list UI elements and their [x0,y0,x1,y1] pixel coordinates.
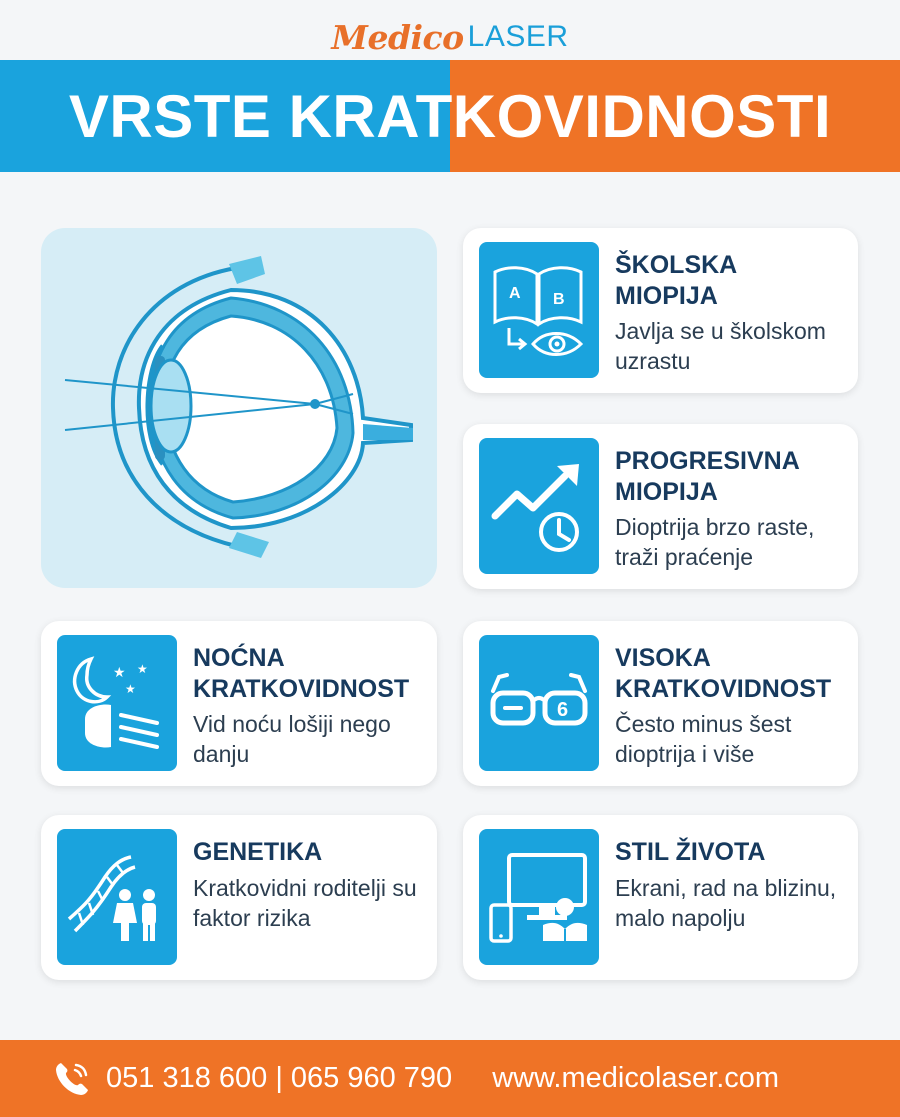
card-night-myopia [41,621,437,786]
card-title: GENETIKA [193,838,323,866]
eye-illustration-panel [41,228,437,588]
brand-logo-sans: LASER [467,20,569,53]
card-description: Ekrani, rad na blizinu, malo napolju [615,875,837,931]
title-banner [0,60,900,172]
card-genetics [41,815,437,980]
card-icon-box [57,635,177,771]
glasses-icon [487,651,591,755]
svg-text:★: ★ [125,682,136,696]
brand-logo [0,14,900,60]
card-progressive-myopia [463,424,858,589]
card-title: NOĆNA KRATKOVIDNOST [193,644,410,703]
eye-cross-section-icon [41,228,437,588]
card-description: Kratkovidni roditelji su faktor rizika [193,875,417,931]
card-description: Vid noću lošiji nego danju [193,711,391,767]
card-description: Dioptrija brzo raste, traži praćenje [615,514,815,570]
card-icon-box [479,829,599,965]
card-high-myopia [463,621,858,786]
svg-text:★: ★ [113,665,126,681]
screens-reader-icon [487,845,591,949]
card-title: PROGRESIVNA MIOPIJA [615,447,799,506]
dna-family-icon [65,845,169,949]
card-title: ŠKOLSKA MIOPIJA [615,251,737,310]
book-eye-icon [487,258,591,362]
card-title: VISOKA KRATKOVIDNOST [615,644,832,703]
card-icon-box [57,829,177,965]
card-lifestyle [463,815,858,980]
contact-footer [0,1040,900,1117]
card-icon-box [479,438,599,574]
card-icon-box [479,242,599,378]
phone-icon [52,1059,92,1099]
moon-headlight-icon [65,651,169,755]
card-title: STIL ŽIVOTA [615,838,766,866]
website-link[interactable]: www.medicolaser.com [492,1062,780,1094]
brand-logo-script: Medico [331,17,464,57]
card-description: Često minus šest dioptrija i više [615,711,792,767]
card-icon-box [479,635,599,771]
rising-arrow-clock-icon [487,454,591,558]
svg-text:A: A [509,285,521,302]
card-description: Javlja se u školskom uzrastu [615,318,826,374]
glasses-diopter-label: 6 [557,699,569,721]
phone-numbers: 051 318 600 | 065 960 790 [106,1062,453,1094]
svg-text:★: ★ [137,662,148,676]
svg-text:B: B [553,291,565,308]
page-title: VRSTE KRATKOVIDNOSTI [68,82,832,150]
card-school-myopia [463,228,858,393]
